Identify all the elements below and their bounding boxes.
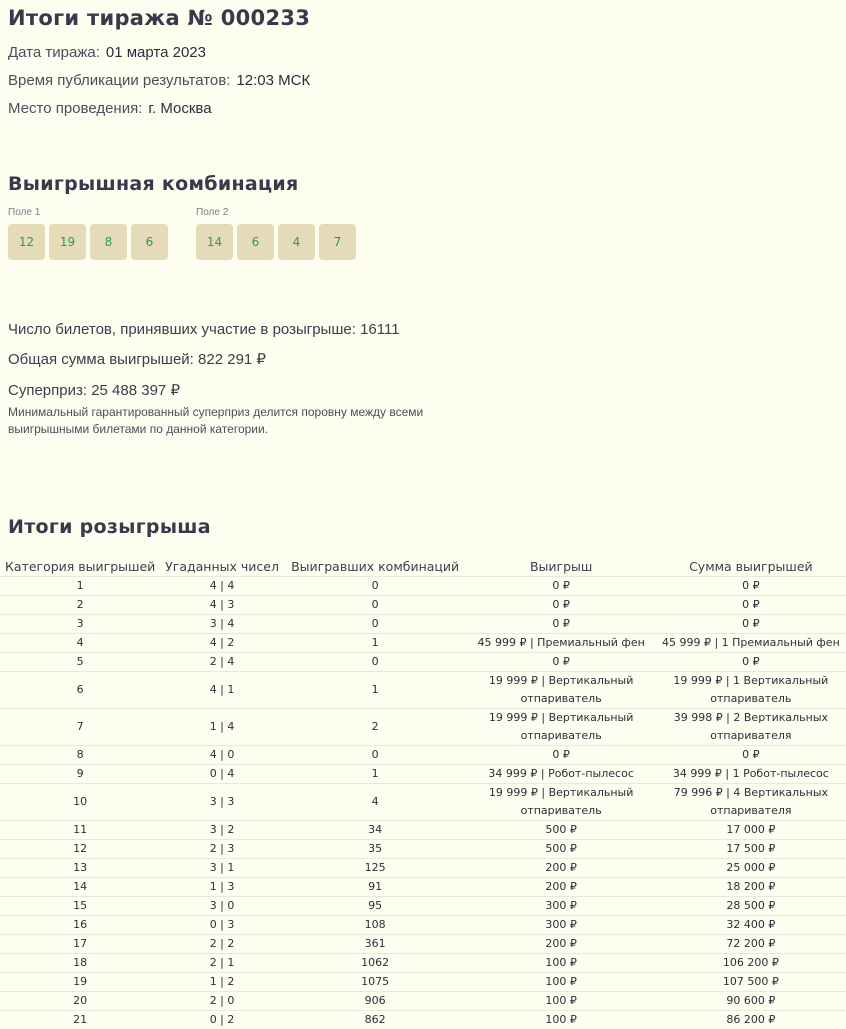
prize-cell: 0 ₽ [467,577,656,596]
prize-cell: 0 ₽ [467,746,656,765]
winning-combos-cell: 1 [284,634,467,653]
table-row [0,596,846,615]
prize-cell: 500 ₽ [467,840,656,859]
number-ball: 19 [49,224,86,260]
number-ball: 14 [196,224,233,260]
superprize-row [8,381,838,401]
prize-sum-cell: 86 200 ₽ [656,1011,846,1029]
guessed-cell: 4 | 0 [160,746,283,765]
prize-sum-cell: 18 200 ₽ [656,878,846,897]
number-ball: 6 [131,224,168,260]
draw-date-row [8,44,838,62]
winning-combos-cell: 34 [284,821,467,840]
prize-sum-cell: 32 400 ₽ [656,916,846,935]
guessed-cell: 0 | 4 [160,765,283,784]
prize-sum-cell: 107 500 ₽ [656,973,846,992]
field-1-numbers [8,224,168,260]
guessed-cell: 1 | 3 [160,878,283,897]
tickets-count-label: Число билетов, принявших участие в розыгрыше: [8,321,356,338]
winning-combos-cell: 0 [284,596,467,615]
table-row [0,840,846,859]
category-cell: 2 [0,596,160,615]
winning-combos-cell: 0 [284,615,467,634]
winning-combos-cell: 125 [284,859,467,878]
field-2-label: Поле 2 [196,207,356,221]
prize-cell: 200 ₽ [467,935,656,954]
prize-sum-cell: 0 ₽ [656,746,846,765]
guessed-cell: 3 | 0 [160,897,283,916]
winning-combos-cell: 0 [284,653,467,672]
field-2-numbers [196,224,356,260]
winning-combos-cell: 35 [284,840,467,859]
combination-title: Выигрышная комбинация [8,173,838,195]
table-row [0,973,846,992]
publish-time-value: 12:03 МСК [236,72,310,89]
guessed-cell: 0 | 3 [160,916,283,935]
location-row [8,100,838,118]
prize-cell: 100 ₽ [467,973,656,992]
prize-sum-cell: 72 200 ₽ [656,935,846,954]
location-value: г. Москва [148,100,211,117]
total-winnings-label: Общая сумма выигрышей: [8,351,194,368]
table-row [0,709,846,746]
table-row [0,1011,846,1029]
field-1 [8,207,168,260]
draw-info [8,44,838,118]
category-cell: 12 [0,840,160,859]
table-row [0,577,846,596]
guessed-cell: 1 | 2 [160,973,283,992]
column-header-guessed: Угаданных чисел [160,556,283,577]
table-row [0,878,846,897]
draw-date-value: 01 марта 2023 [106,44,206,61]
total-winnings-value: 822 291 ₽ [198,351,266,368]
publish-time-label: Время публикации результатов: [8,72,230,89]
page-title: Итоги тиража № 000233 [8,0,838,34]
winning-combos-cell: 906 [284,992,467,1011]
category-cell: 19 [0,973,160,992]
category-cell: 5 [0,653,160,672]
prize-sum-cell: 0 ₽ [656,577,846,596]
winning-combos-cell: 91 [284,878,467,897]
number-ball: 4 [278,224,315,260]
number-ball: 12 [8,224,45,260]
category-cell: 10 [0,784,160,821]
category-cell: 14 [0,878,160,897]
prize-cell: 19 999 ₽ | Вертикальный отпариватель [467,784,656,821]
category-cell: 15 [0,897,160,916]
prize-sum-cell: 0 ₽ [656,615,846,634]
number-ball: 7 [319,224,356,260]
winning-combos-cell: 1 [284,765,467,784]
winning-combination [8,207,838,260]
guessed-cell: 3 | 1 [160,859,283,878]
prize-sum-cell: 39 998 ₽ | 2 Вертикальных отпаривателя [656,709,846,746]
category-cell: 9 [0,765,160,784]
draw-stats [8,320,838,401]
category-cell: 20 [0,992,160,1011]
category-cell: 16 [0,916,160,935]
table-row [0,954,846,973]
category-cell: 4 [0,634,160,653]
winning-combos-cell: 108 [284,916,467,935]
prize-sum-cell: 28 500 ₽ [656,897,846,916]
table-header-row [0,556,846,577]
winning-combos-cell: 0 [284,577,467,596]
prize-cell: 19 999 ₽ | Вертикальный отпариватель [467,672,656,709]
prize-cell: 100 ₽ [467,992,656,1011]
prize-sum-cell: 45 999 ₽ | 1 Премиальный фен [656,634,846,653]
winning-combos-cell: 1075 [284,973,467,992]
category-cell: 21 [0,1011,160,1029]
prize-cell: 300 ₽ [467,897,656,916]
prize-cell: 19 999 ₽ | Вертикальный отпариватель [467,709,656,746]
winning-combos-cell: 4 [284,784,467,821]
winning-combos-cell: 95 [284,897,467,916]
prize-sum-cell: 17 000 ₽ [656,821,846,840]
field-1-label: Поле 1 [8,207,168,221]
table-row [0,746,846,765]
guessed-cell: 3 | 2 [160,821,283,840]
prize-sum-cell: 19 999 ₽ | 1 Вертикальный отпариватель [656,672,846,709]
guessed-cell: 4 | 2 [160,634,283,653]
category-cell: 13 [0,859,160,878]
results-title: Итоги розыгрыша [8,516,211,538]
winning-combos-cell: 361 [284,935,467,954]
prize-cell: 0 ₽ [467,596,656,615]
prize-cell: 300 ₽ [467,916,656,935]
table-row [0,935,846,954]
table-row [0,634,846,653]
column-header-prize-sum: Сумма выигрышей [656,556,846,577]
prize-cell: 45 999 ₽ | Премиальный фен [467,634,656,653]
winning-combos-cell: 0 [284,746,467,765]
table-row [0,821,846,840]
prize-sum-cell: 17 500 ₽ [656,840,846,859]
prize-cell: 0 ₽ [467,653,656,672]
table-row [0,653,846,672]
prize-cell: 200 ₽ [467,878,656,897]
category-cell: 8 [0,746,160,765]
guessed-cell: 2 | 1 [160,954,283,973]
number-ball: 8 [90,224,127,260]
guessed-cell: 2 | 3 [160,840,283,859]
prize-sum-cell: 0 ₽ [656,653,846,672]
category-cell: 6 [0,672,160,709]
superprize-note: Минимальный гарантированный суперприз делится поровну между всеми выигрышными билетами по данной категории. [8,404,478,438]
prize-cell: 200 ₽ [467,859,656,878]
field-2 [196,207,356,260]
column-header-prize: Выигрыш [467,556,656,577]
tickets-count-row [8,320,838,340]
column-header-category: Категория выигрышей [0,556,160,577]
results-table-body [0,577,846,1029]
superprize-value: 25 488 397 ₽ [91,382,180,399]
table-row [0,992,846,1011]
draw-date-label: Дата тиража: [8,44,100,61]
guessed-cell: 4 | 1 [160,672,283,709]
winning-combos-cell: 2 [284,709,467,746]
guessed-cell: 1 | 4 [160,709,283,746]
prize-cell: 0 ₽ [467,615,656,634]
prize-sum-cell: 79 996 ₽ | 4 Вертикальных отпаривателя [656,784,846,821]
location-label: Место проведения: [8,100,142,117]
prize-cell: 34 999 ₽ | Робот-пылесос [467,765,656,784]
prize-sum-cell: 34 999 ₽ | 1 Робот-пылесос [656,765,846,784]
guessed-cell: 3 | 3 [160,784,283,821]
table-row [0,672,846,709]
category-cell: 17 [0,935,160,954]
results-table [0,556,846,1029]
table-row [0,765,846,784]
number-ball: 6 [237,224,274,260]
prize-sum-cell: 106 200 ₽ [656,954,846,973]
column-header-winning-combos: Выигравших комбинаций [284,556,467,577]
prize-cell: 100 ₽ [467,1011,656,1029]
publish-time-row [8,72,838,90]
guessed-cell: 0 | 2 [160,1011,283,1029]
prize-sum-cell: 0 ₽ [656,596,846,615]
prize-cell: 100 ₽ [467,954,656,973]
table-row [0,615,846,634]
tickets-count-value: 16111 [360,321,400,338]
winning-combos-cell: 862 [284,1011,467,1029]
table-row [0,916,846,935]
guessed-cell: 3 | 4 [160,615,283,634]
prize-sum-cell: 90 600 ₽ [656,992,846,1011]
superprize-label: Суперприз: [8,382,87,399]
guessed-cell: 2 | 2 [160,935,283,954]
category-cell: 7 [0,709,160,746]
prize-sum-cell: 25 000 ₽ [656,859,846,878]
table-row [0,784,846,821]
winning-combos-cell: 1 [284,672,467,709]
guessed-cell: 4 | 3 [160,596,283,615]
category-cell: 3 [0,615,160,634]
guessed-cell: 4 | 4 [160,577,283,596]
total-winnings-row [8,350,838,370]
category-cell: 18 [0,954,160,973]
category-cell: 11 [0,821,160,840]
prize-cell: 500 ₽ [467,821,656,840]
winning-combos-cell: 1062 [284,954,467,973]
table-row [0,897,846,916]
table-row [0,859,846,878]
guessed-cell: 2 | 0 [160,992,283,1011]
guessed-cell: 2 | 4 [160,653,283,672]
category-cell: 1 [0,577,160,596]
